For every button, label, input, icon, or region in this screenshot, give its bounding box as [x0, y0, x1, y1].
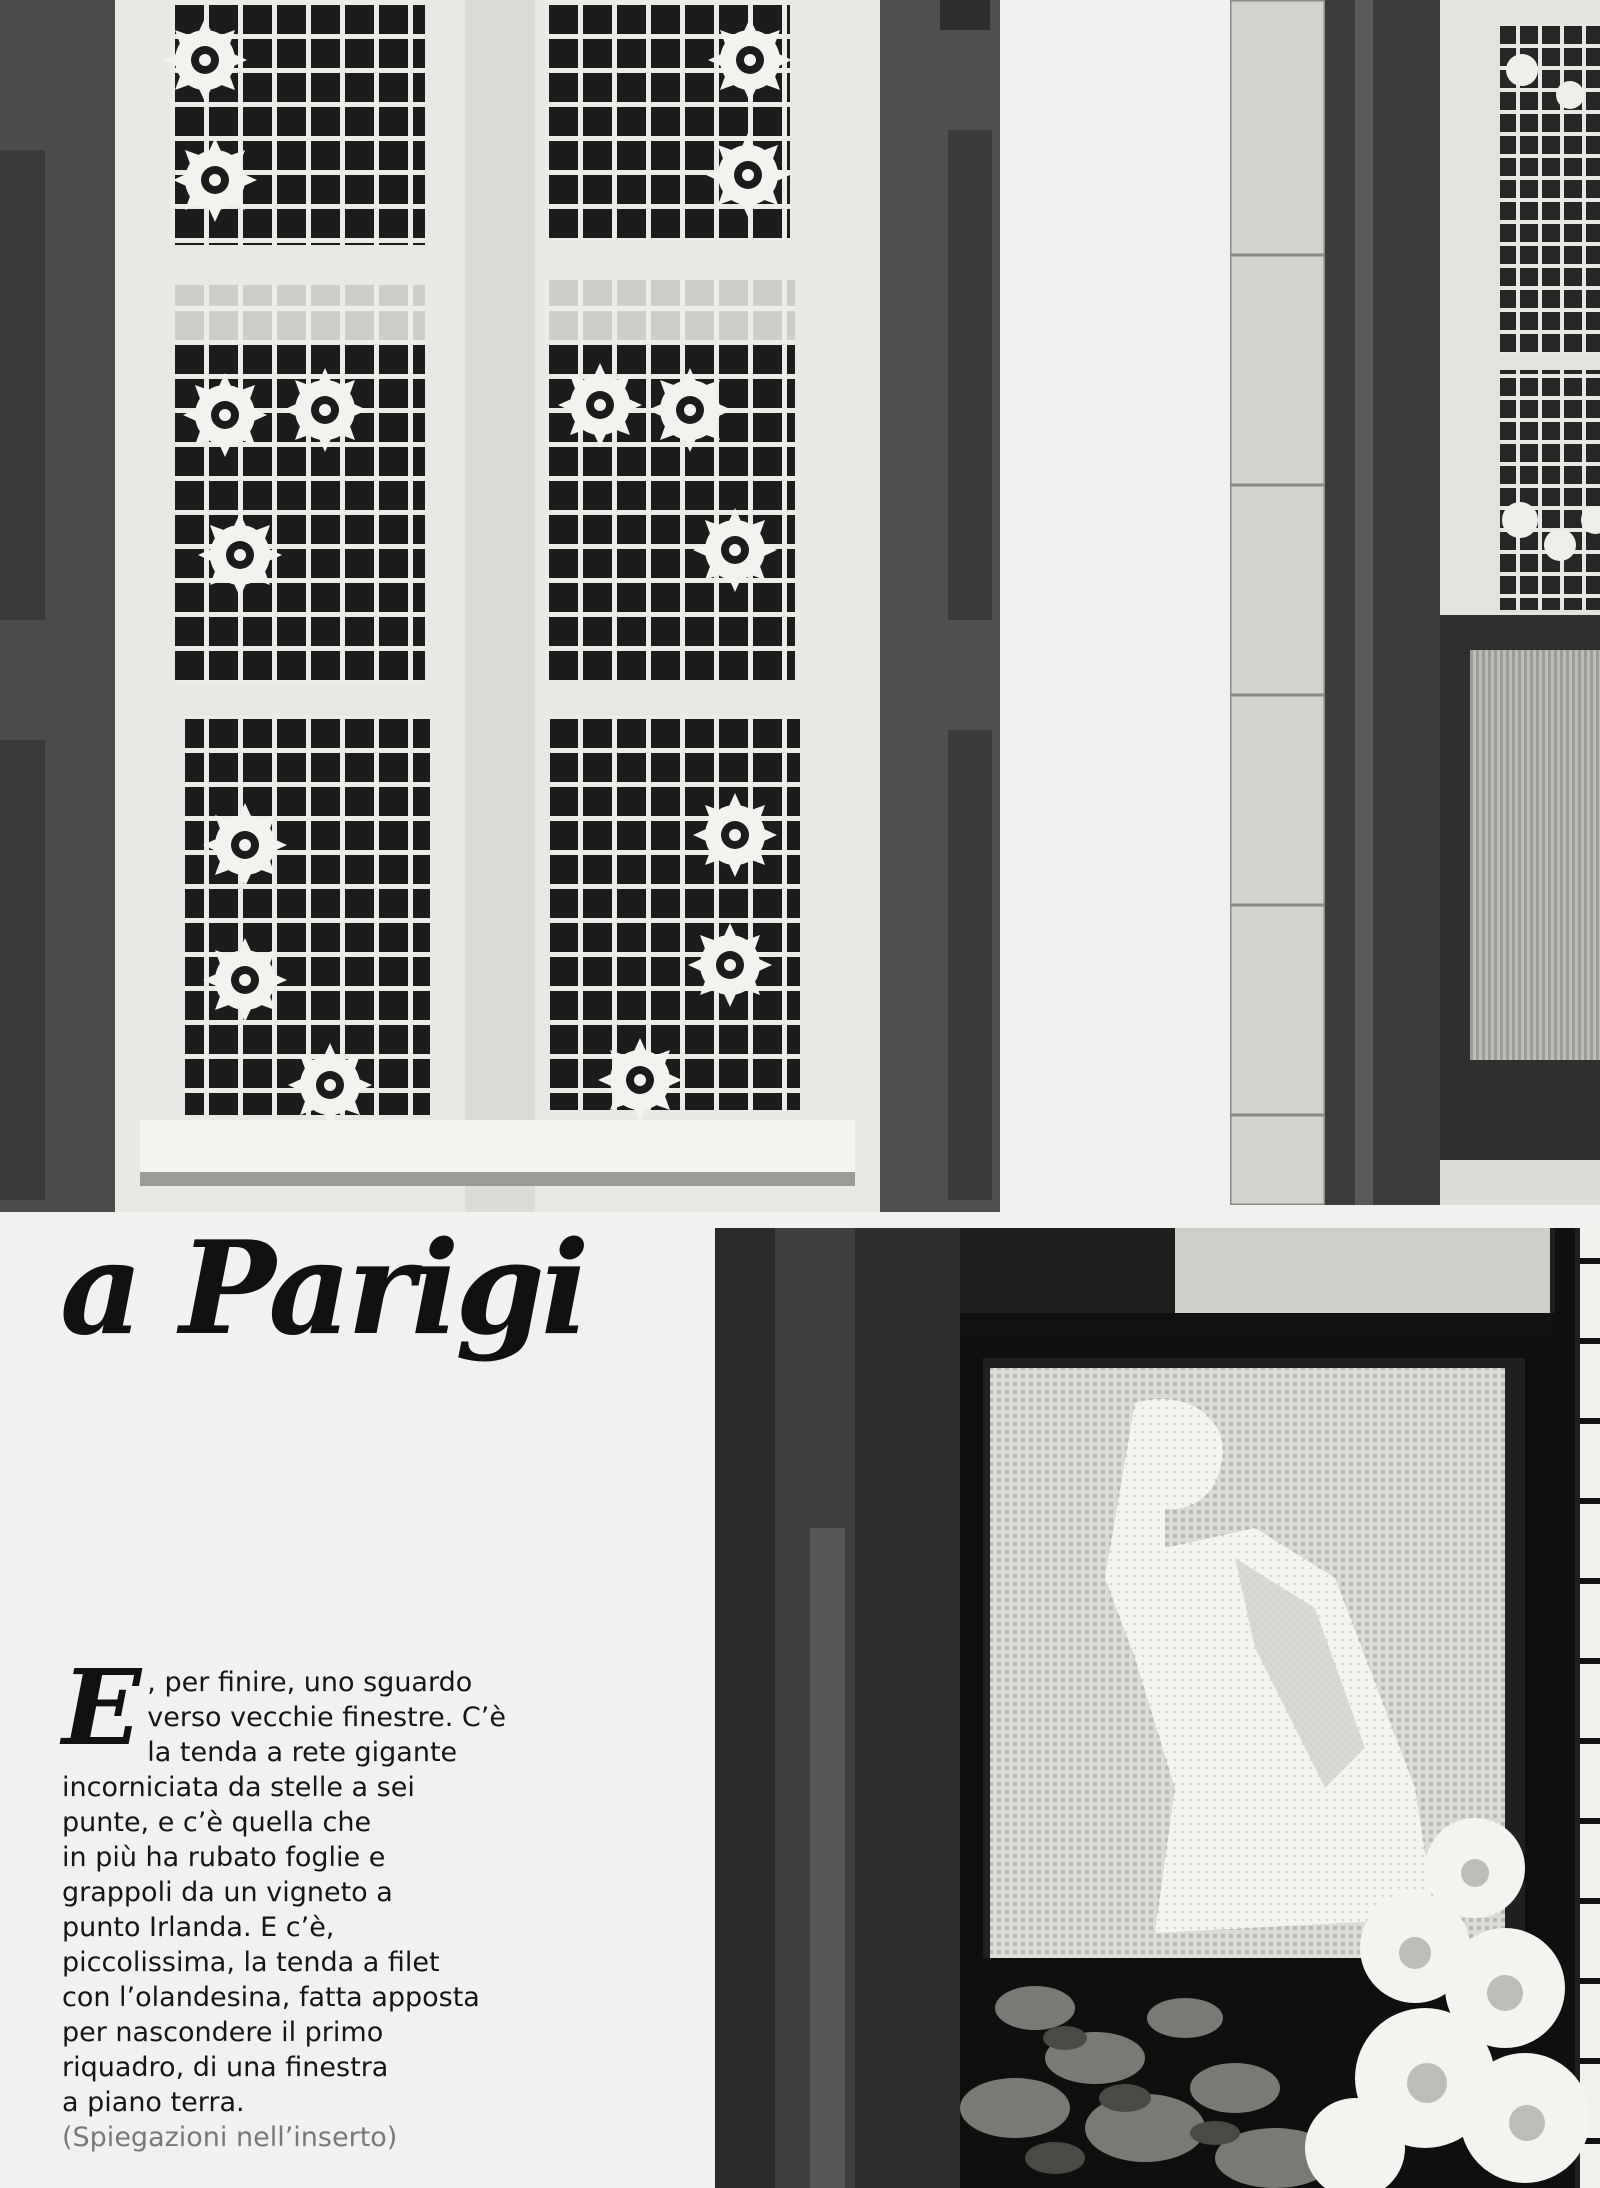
drop-cap: E — [62, 1646, 142, 1769]
article-line: la tenda a rete gigante — [147, 1737, 458, 1768]
window-star-lace-photo — [0, 0, 1000, 1212]
article-line-note: (Spiegazioni nell’inserto) — [62, 2122, 398, 2153]
article-body — [62, 1646, 702, 2155]
article-line: riquadro, di una finestra — [62, 2052, 389, 2083]
article-line: , per finire, uno sguardo — [147, 1667, 473, 1698]
article-line: con l’olandesina, fatta apposta — [62, 1982, 480, 2013]
article-line: incorniciata da stelle a sei — [62, 1772, 415, 1803]
article-line: punto Irlanda. E c’è, — [62, 1912, 335, 1943]
article-line: punte, e c’è quella che — [62, 1807, 372, 1838]
article-line: in più ha rubato foglie e — [62, 1842, 386, 1873]
article-line: piccolissima, la tenda a filet — [62, 1947, 440, 1978]
article-line: verso vecchie finestre. C’è — [147, 1702, 506, 1733]
window-filet-photo — [715, 1228, 1600, 2188]
page-title: a Parigi — [60, 1214, 586, 1364]
window-grape-lace-photo — [1230, 0, 1600, 1205]
article-line: grappoli da un vigneto a — [62, 1877, 393, 1908]
article-line: a piano terra. — [62, 2087, 245, 2118]
article-line: per nascondere il primo — [62, 2017, 384, 2048]
